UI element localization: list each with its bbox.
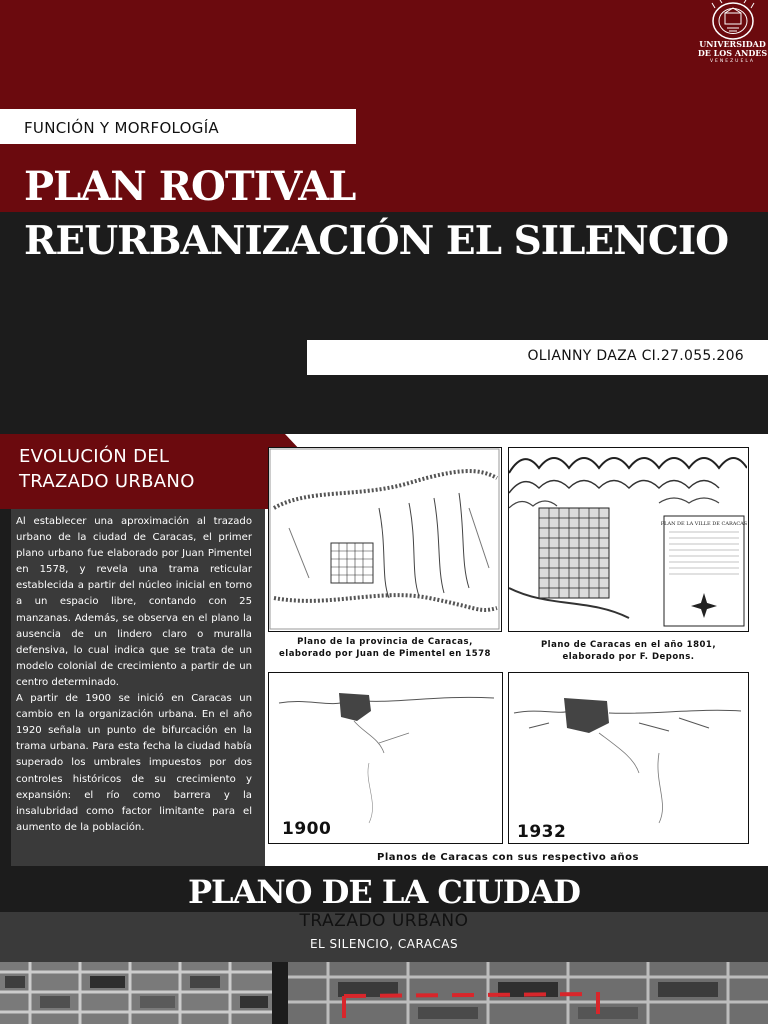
city-plan-subtitle: TRAZADO URBANO xyxy=(299,911,469,931)
map-1932 xyxy=(508,672,749,844)
map-1578-caption xyxy=(268,636,502,660)
paragraph-1: Al establecer una aproximación al trazado urbano de la ciudad de Caracas, el primer plano urbano fue elaborado por Juan Pimentel en 1578, y revela una trama reticular establecida a partir del núcleo inicial en torno a un espacio libre, contando con 25 manzanas. Además, se observa en el plano la ausencia de un lindero claro o muralla defensiva, lo cual indica que se trata de un modelo colonial de crecimiento a partir de un centro determinado. xyxy=(16,516,252,688)
map-1801 xyxy=(508,447,749,632)
map-1900-year: 1900 xyxy=(282,819,332,839)
map-1578-caption-line2: elaborado por Juan de Pimentel en 1578 xyxy=(279,649,491,659)
aerial-photo-right xyxy=(288,962,768,1024)
map-1801-caption-line2: elaborado por F. Depons. xyxy=(562,652,695,662)
logo-text-line1: UNIVERSIDAD xyxy=(699,39,766,49)
university-seal-icon xyxy=(710,0,756,40)
logo-text-line2: DE LOS ANDES xyxy=(697,48,768,58)
map-1801-drawing xyxy=(509,448,747,630)
map-1578 xyxy=(268,447,502,632)
paragraph-2: A partir de 1900 se inició en Caracas un cambio en la organización urbana. En el año 1920 señala un punto de bifurcación en la trama urbana. Para esta fecha la ciudad había superado los umbrales impuestos por dos controles históricos de su crecimiento y expansión: el río como barrera y la insalubridad como factor limitante para el aumento de la población. xyxy=(16,693,252,833)
map-1801-caption xyxy=(508,639,749,663)
section-heading-line2: TRAZADO URBANO xyxy=(19,471,195,492)
map-1900-drawing xyxy=(269,673,501,842)
aerial-photo-right-image xyxy=(288,962,768,1024)
aerial-photo-left-image xyxy=(0,962,272,1024)
map-1578-caption-line1: Plano de la provincia de Caracas, xyxy=(297,637,473,647)
map-1932-drawing xyxy=(509,673,747,842)
course-tag: FUNCIÓN Y MORFOLOGÍA xyxy=(24,119,219,137)
university-logo xyxy=(697,0,768,92)
evolution-text xyxy=(16,514,252,836)
city-plan-title: PLANO DE LA CIUDAD xyxy=(187,873,581,911)
map-1932-year: 1932 xyxy=(517,822,567,842)
section-heading-line1: EVOLUCIÓN DEL xyxy=(19,446,170,467)
city-plan-location: EL SILENCIO, CARACAS xyxy=(309,937,459,951)
page-subtitle: REURBANIZACIÓN EL SILENCIO xyxy=(24,218,729,264)
maps-bottom-caption: Planos de Caracas con sus respectivo años xyxy=(377,852,639,863)
logo-text-line3: VENEZUELA xyxy=(709,59,756,64)
map-1801-legend-title: PLAN DE LA VILLE DE CARACAS xyxy=(660,521,747,527)
map-1801-caption-line1: Plano de Caracas en el año 1801, xyxy=(540,640,717,650)
page-title: PLAN ROTIVAL xyxy=(24,163,356,210)
map-1578-drawing xyxy=(269,448,500,630)
aerial-photo-left xyxy=(0,962,272,1024)
author-label: OLIANNY DAZA CI.27.055.206 xyxy=(527,348,744,364)
